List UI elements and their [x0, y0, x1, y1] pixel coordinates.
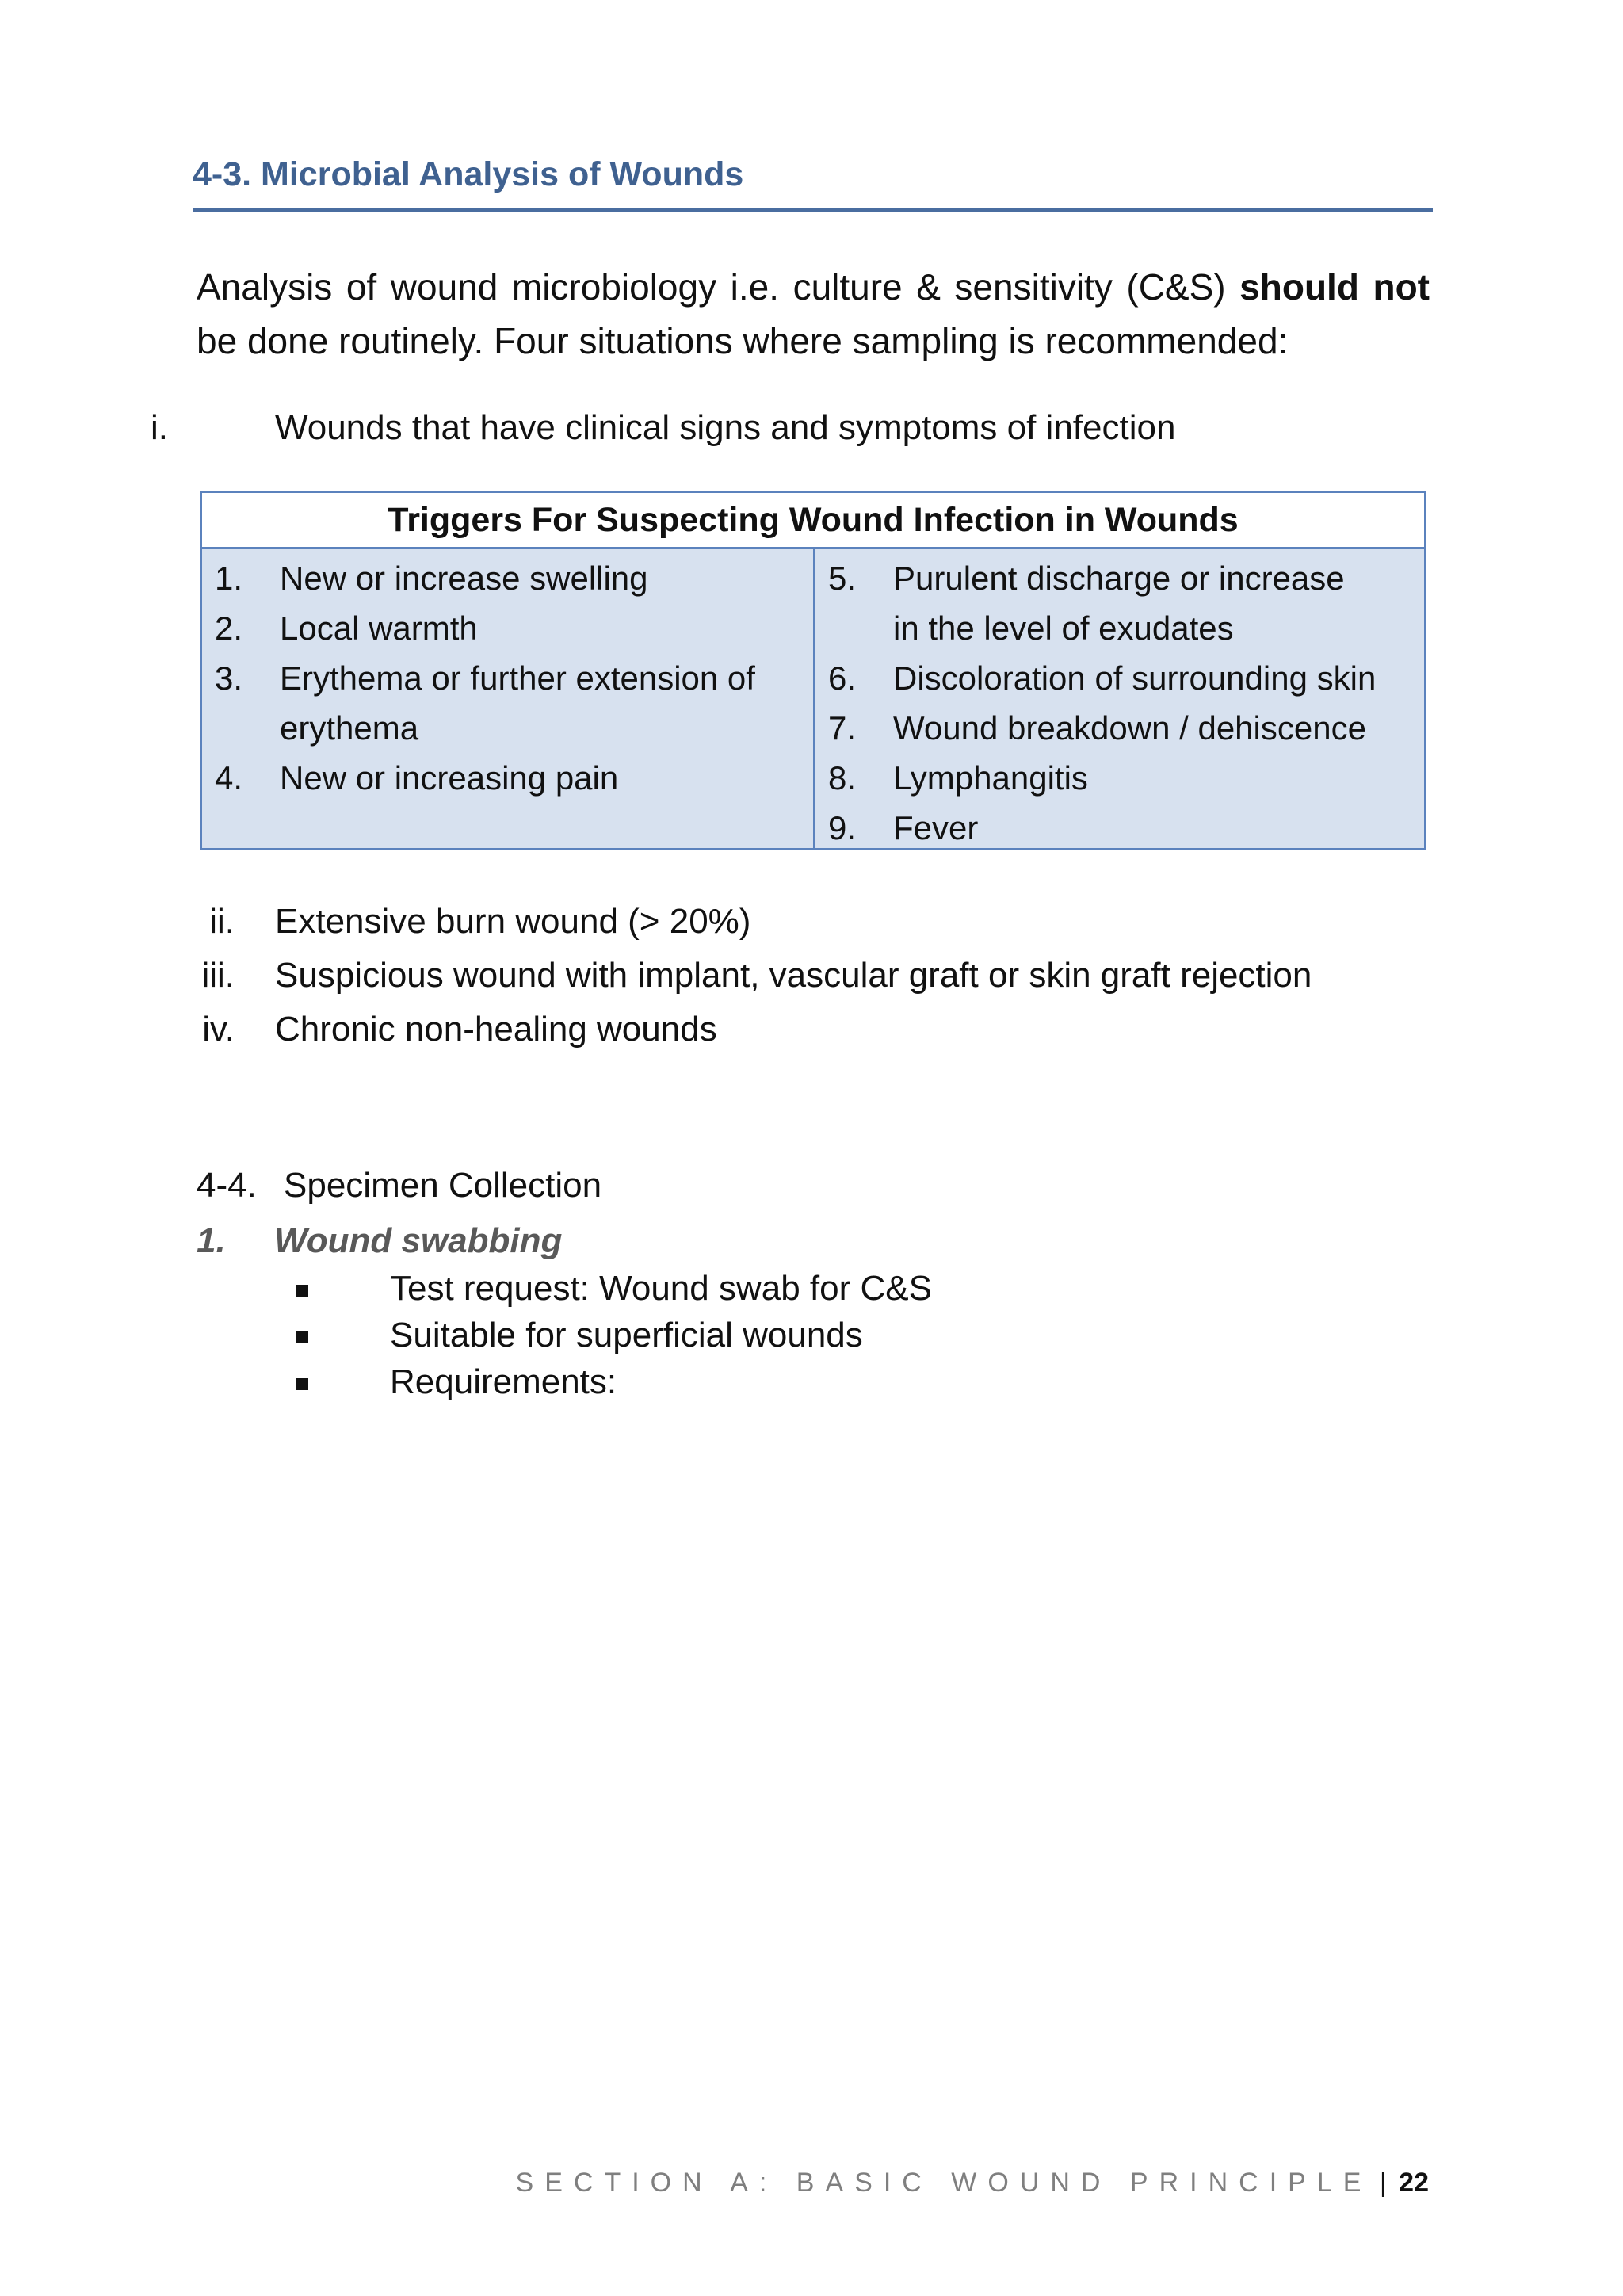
trigger-number: 1.: [215, 560, 243, 597]
trigger-text: Wound breakdown / dehiscence: [893, 709, 1366, 747]
trigger-text: Erythema or further extension of erythema: [280, 659, 755, 747]
intro-paragraph: [197, 260, 1430, 368]
trigger-number: 7.: [828, 709, 857, 747]
situation-text: Extensive burn wound (> 20%): [275, 902, 751, 941]
trigger-text: Local warmth: [280, 609, 478, 647]
situation-number: ii.: [209, 902, 235, 941]
heading-underline: [193, 208, 1433, 212]
trigger-text: Purulent discharge or increase in the level of exudates: [893, 560, 1345, 647]
trigger-item: [215, 653, 787, 753]
trigger-text: New or increase swelling: [280, 560, 648, 597]
table-column-divider: [813, 549, 815, 850]
trigger-number: 4.: [215, 759, 243, 797]
footer-separator: |: [1379, 2168, 1387, 2198]
footer-section-label: SECTION A: BASIC WOUND PRINCIPLE: [515, 2168, 1373, 2198]
trigger-text: Discoloration of surrounding skin: [893, 659, 1377, 697]
triggers-table-title: Triggers For Suspecting Wound Infection in Wounds: [202, 493, 1424, 549]
bullet-text: Suitable for superficial wounds: [390, 1316, 863, 1354]
trigger-item: [828, 653, 1415, 703]
situation-number: iv.: [202, 1010, 235, 1049]
square-bullet-icon: [296, 1378, 308, 1390]
swabbing-title: Wound swabbing: [274, 1221, 563, 1260]
trigger-text: Lymphangitis: [893, 759, 1088, 797]
swabbing-number: 1.: [197, 1221, 226, 1260]
trigger-item: [215, 553, 801, 603]
trigger-number: 5.: [828, 560, 857, 597]
trigger-item: [828, 553, 1361, 653]
situation-number: i.: [151, 408, 168, 447]
trigger-item: [828, 703, 1415, 753]
situation-text: Chronic non-healing wounds: [275, 1010, 717, 1049]
page-footer: [516, 2168, 1429, 2199]
trigger-number: 8.: [828, 759, 857, 797]
bullet-text: Requirements:: [390, 1362, 617, 1401]
trigger-item: [215, 753, 801, 803]
situation-text: Suspicious wound with implant, vascular graft or skin graft rejection: [275, 956, 1312, 995]
trigger-text: New or increasing pain: [280, 759, 619, 797]
bullet-text: Test request: Wound swab for C&S: [390, 1269, 932, 1308]
section-heading: 4-3. Microbial Analysis of Wounds: [193, 155, 744, 193]
trigger-number: 2.: [215, 609, 243, 647]
triggers-left-column: [215, 553, 801, 803]
trigger-text: Fever: [893, 809, 979, 846]
square-bullet-icon: [296, 1331, 308, 1343]
trigger-number: 6.: [828, 659, 857, 697]
trigger-item: [215, 603, 801, 653]
trigger-number: 3.: [215, 659, 243, 697]
trigger-item: [828, 803, 1415, 853]
specimen-number: 4-4.: [197, 1166, 257, 1205]
triggers-table: [200, 491, 1426, 850]
trigger-number: 9.: [828, 809, 857, 846]
specimen-title: Specimen Collection: [284, 1166, 602, 1205]
intro-text-2: be done routinely. Four situations where sampling is recommended:: [197, 320, 1289, 361]
specimen-collection-heading: [197, 1166, 601, 1205]
intro-text-1: Analysis of wound microbiology i.e. culture & sensitivity (C&S): [197, 266, 1226, 308]
square-bullet-icon: [296, 1285, 308, 1297]
trigger-item: [828, 753, 1415, 803]
page-number: 22: [1399, 2168, 1429, 2198]
situation-number: iii.: [201, 956, 235, 995]
triggers-right-column: [828, 553, 1415, 853]
situation-text: Wounds that have clinical signs and symptoms of infection: [275, 408, 1176, 447]
wound-swabbing-heading: [197, 1221, 562, 1261]
intro-bold-text: should not: [1239, 266, 1430, 308]
